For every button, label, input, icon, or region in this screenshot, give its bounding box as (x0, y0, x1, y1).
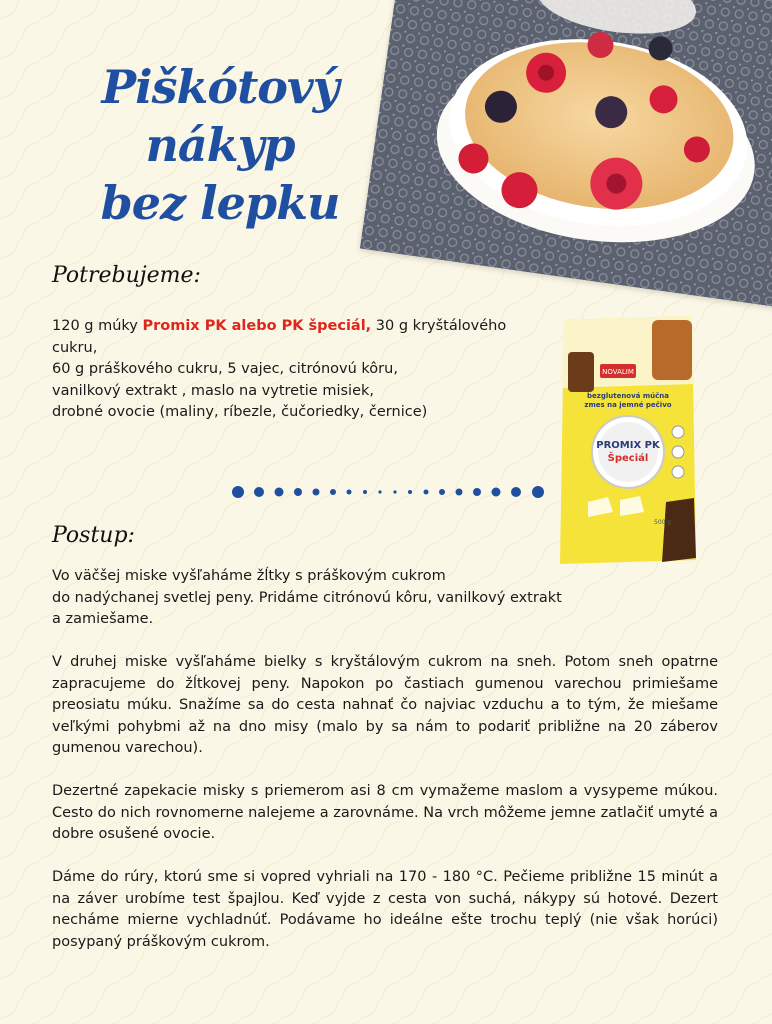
ingredients-line-3: vanilkový extrakt , maslo na vytretie misiek, (52, 382, 375, 399)
ingredients-line-2: 60 g práškového cukru, 5 vajec, citrónovú kôru, (52, 361, 398, 377)
title-line-1: Piškótový nákyp (101, 60, 339, 172)
step-3: Dezertné zapekacie misky s priemerom asi 8 cm vymažeme maslom a vysypeme múkou. Cesto do nich rovnomerne nalejeme a zarovnáme. Na vrch môžeme jemne zatlačiť umyté a dobre osušené ovocie. (52, 783, 718, 842)
package-weight: 500 g (654, 519, 672, 526)
ingredients-line-1 (52, 316, 552, 359)
lactose-free-icon (672, 446, 684, 458)
page-title (40, 58, 400, 232)
step-1 (52, 566, 718, 631)
package-brand: NOVALIM (602, 368, 634, 376)
steps-heading: Postup: (52, 523, 135, 548)
step-4: Dáme do rúry, ktorú sme si vopred vyhriali na 170 - 180 °C. Pečieme približne 15 minút a na záver urobíme test špajlou. Keď vyjde z cesta von suchá, nákypy sú hotové. Dezert necháme mierne vychladnúť. Podávame ho ideálne ešte trochu teplý (nie však horúci) posypaný práškovým cukrom. (52, 869, 718, 950)
ingredients-list (52, 316, 552, 424)
product-package (558, 312, 698, 568)
ingredient-highlight: Promix PK alebo PK špeciál, (142, 318, 372, 334)
souffle-photo (360, 0, 772, 308)
egg-free-icon (672, 466, 684, 478)
package-product-name: PROMIX PK (596, 440, 660, 451)
ingredient-sugar: 30 g kryštálového cukru, (52, 318, 507, 356)
title-line-2: bez lepku (100, 176, 340, 230)
ingredients-line-4: drobné ovocie (maliny, ríbezle, čučoriedky, černice) (52, 404, 428, 420)
step-2: V druhej miske vyšľaháme bielky s kryštálovým cukrom na sneh. Potom sneh opatrne zapracujeme do žĺtkovej peny. Napokon po častiach gumenou varechou primiešame preosiatu múku. Snažíme sa do cesta nahnať čo najviac vzduchu a to tým, že miešame veľkými pohybmi až na dno misy (malo by sa nám to podariť približne na 20 záberov gumenou varechou). (52, 654, 718, 756)
ingredient-flour: 120 g múky (52, 318, 143, 334)
gluten-free-icon (672, 426, 684, 438)
step-1-line-1: Vo väčšej miske vyšľaháme žĺtky s práškovým cukrom (52, 568, 446, 584)
package-tagline: bezglutenová múčna zmes na jemné pečivo (584, 392, 672, 409)
step-1-line-3: a zamiešame. (52, 611, 154, 627)
steps-text (52, 566, 718, 975)
package-product-variant: Špeciál (607, 453, 649, 464)
step-1-line-2: do nadýchanej svetlej peny. Pridáme citrónovú kôru, vanilkový extrakt (52, 589, 562, 606)
decorative-dots-divider (230, 482, 550, 502)
pastry-image-icon (652, 320, 692, 380)
ingredients-heading: Potrebujeme: (52, 263, 201, 288)
